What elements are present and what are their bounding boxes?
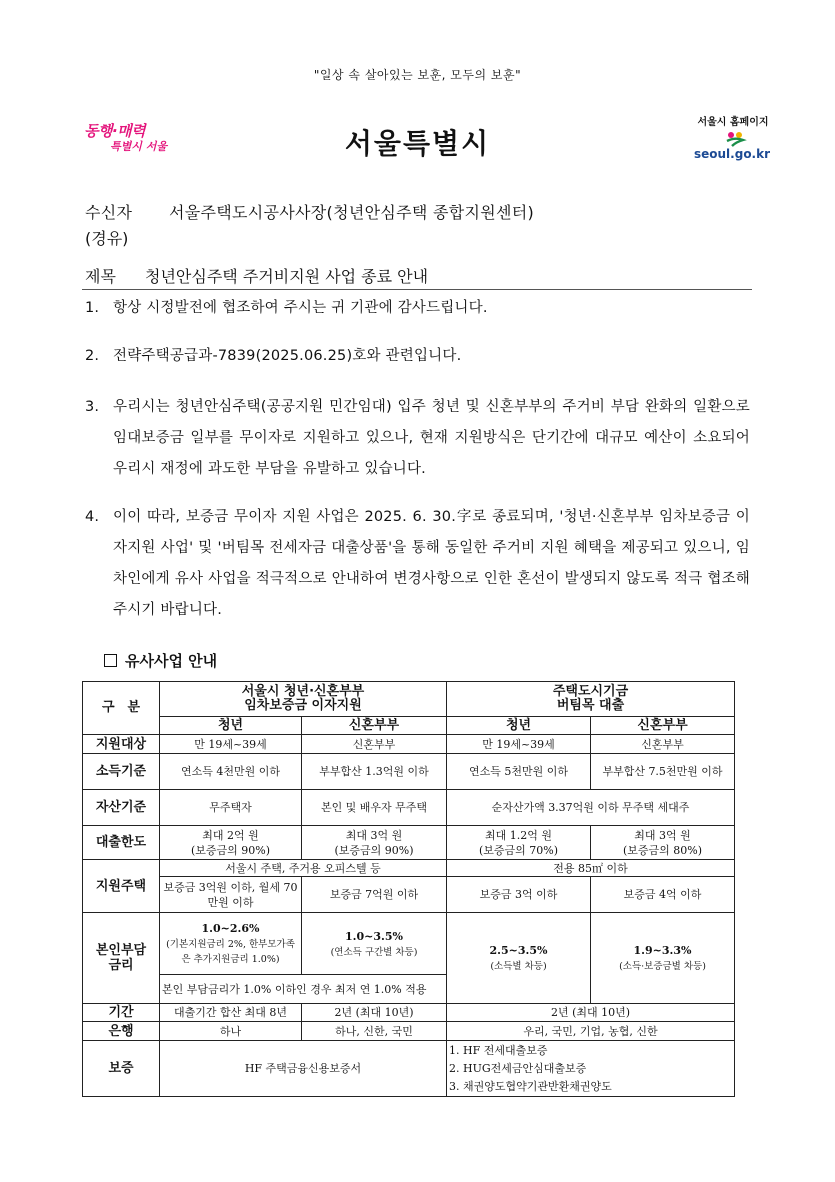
table-cell: 연소득 4천만원 이하 [160, 754, 302, 790]
table-cell: 하나 [160, 1022, 302, 1041]
table-cell: 하나, 신한, 국민 [302, 1022, 447, 1041]
table-cell: 본인 부담금리가 1.0% 이하인 경우 최저 연 1.0% 적용 [160, 975, 447, 1004]
subheader-hug-youth: 청년 [447, 717, 591, 735]
table-cell [591, 826, 735, 860]
table-cell: 부부합산 7.5천만원 이하 [591, 754, 735, 790]
motto: "일상 속 살아있는 보훈, 모두의 보훈" [313, 68, 522, 82]
similar-programs-table [82, 681, 735, 1097]
table-cell [160, 826, 302, 860]
rate-range: 1.0~2.6% [201, 922, 260, 935]
subject-value: 청년안심주택 주거비지원 사업 종료 안내 [145, 267, 429, 286]
paragraph-text: 항상 시정발전에 협조하여 주시는 귀 기관에 감사드립니다. [113, 300, 488, 316]
row-label [83, 913, 160, 1004]
rate-note: (기본지원금리 2%, 한부모가족은 추가지원금리 1.0%) [166, 939, 295, 965]
seoul-emblem-icon [723, 131, 747, 147]
subject-divider [82, 289, 752, 290]
table-cell [302, 913, 447, 975]
cell-line: (보증금의 70%) [478, 843, 559, 857]
header-hug-program [447, 682, 735, 717]
row-label: 지원대상 [83, 735, 160, 754]
cell-line: 최대 3억 원 [634, 828, 691, 842]
subject-line [85, 264, 428, 287]
row-label-line: 금리 [108, 958, 134, 973]
paragraph-text: 이이 따라, 보증금 무이자 지원 사업은 2025. 6. 30.字로 종료되며, '청년·신혼부부 임차보증금 이자지원 사업' 및 '버팀목 전세자금 대출상품'을 통해 동일한 주거비 지원 혜택을 제공되고 있으니, 임차인에게 유사 사업을 적극적으로 안내하여 변경사항으로 인한 혼선이 발생되지 않도록 적극 협조해 주시기 바랍니다. [113, 509, 750, 618]
table-cell: 부부합산 1.3억원 이하 [302, 754, 447, 790]
rate-range: 1.0~3.5% [345, 929, 403, 943]
table-cell: 2년 (최대 10년) [447, 1004, 735, 1022]
row-label: 자산기준 [83, 790, 160, 826]
table-cell: 보증금 3억 이하 [447, 877, 591, 913]
logo-slogan-line2: 특별시 서울 [110, 140, 167, 153]
cell-line: (보증금의 90%) [190, 843, 271, 857]
table-cell [447, 913, 591, 1004]
square-bullet-icon [104, 654, 117, 667]
rate-range: 1.9~3.3% [633, 944, 692, 957]
table-cell [302, 826, 447, 860]
table-header-row [83, 682, 735, 717]
row-label: 기간 [83, 1004, 160, 1022]
cell-line: 3. 채권양도협약기관반환채권양도 [449, 1079, 612, 1093]
cell-line: 최대 2억 원 [202, 828, 259, 842]
table-row-limit [83, 826, 735, 860]
paragraph-1 [85, 293, 750, 324]
table-cell: 우리, 국민, 기업, 농협, 신한 [447, 1022, 735, 1041]
row-label: 대출한도 [83, 826, 160, 860]
paragraph-number: 4. [85, 509, 100, 525]
table-row-asset [83, 790, 735, 826]
org-title: 서울특별시 [344, 127, 491, 160]
table-row-house-top [83, 860, 735, 877]
rate-range: 2.5~3.5% [489, 944, 548, 957]
cell-line: 최대 1.2억 원 [485, 828, 552, 842]
paragraph-number: 2. [85, 348, 100, 364]
subheader-hug-newlywed: 신혼부부 [591, 717, 735, 735]
row-label-line: 본인부담 [95, 943, 147, 958]
section-title-text: 유사사업 안내 [125, 652, 218, 670]
table-cell: 서울시 주택, 주거용 오피스텔 등 [160, 860, 447, 877]
table-row-income [83, 754, 735, 790]
header-seoul-program [160, 682, 447, 717]
table-cell [591, 913, 735, 1004]
row-label: 보증 [83, 1041, 160, 1097]
table-row-house-bottom [83, 877, 735, 913]
recipient-value: 서울주택도시공사사장(청년안심주택 종합지원센터) [169, 203, 535, 222]
paragraph-number: 3. [85, 399, 100, 415]
table-subheader-row [83, 717, 735, 735]
paragraph-4 [85, 502, 750, 626]
cell-line: 최대 3억 원 [345, 828, 403, 842]
table-cell: HF 주택금융신용보증서 [160, 1041, 447, 1097]
paragraph-3 [85, 392, 750, 485]
table-row-target [83, 735, 735, 754]
row-label: 지원주택 [83, 860, 160, 913]
table-cell: 순자산가액 3.37억원 이하 무주택 세대주 [447, 790, 735, 826]
table-cell: 보증금 3억원 이하, 월세 70만원 이하 [160, 877, 302, 913]
homepage-logo[interactable] [690, 113, 780, 173]
table-cell: 대출기간 합산 최대 8년 [160, 1004, 302, 1022]
table-row-guarantee [83, 1041, 735, 1097]
section-title [104, 650, 217, 671]
paragraph-2 [85, 341, 750, 372]
table-cell: 신혼부부 [591, 735, 735, 754]
recipient-label: 수신자 [85, 203, 133, 222]
cell-line: 1. HF 전세대출보증 [449, 1043, 548, 1057]
subject-label: 제목 [85, 267, 116, 286]
table-cell: 무주택자 [160, 790, 302, 826]
rate-note: (소득·보증금별 차등) [619, 961, 706, 972]
row-label: 소득기준 [83, 754, 160, 790]
cell-line: (보증금의 80%) [622, 843, 703, 857]
header-gubun: 구 분 [83, 682, 160, 735]
table-row-bank [83, 1022, 735, 1041]
table-cell: 2년 (최대 10년) [302, 1004, 447, 1022]
header-hug-line1: 주택도시기금 [552, 684, 629, 699]
paragraph-number: 1. [85, 300, 100, 316]
table-cell: 전용 85㎡ 이하 [447, 860, 735, 877]
rate-note: (소득별 차등) [490, 961, 547, 972]
paragraph-text: 전략주택공급과-7839(2025.06.25)호와 관련입니다. [113, 348, 462, 364]
paragraph-text: 우리시는 청년안심주택(공공지원 민간임대) 입주 청년 및 신혼부부의 주거비 부담 완화의 일환으로 임대보증금 일부를 무이자로 지원하고 있으나, 현재 지원방식은 단기간에 대규모 예산이 소요되어 우리시 재정에 과도한 부담을 유발하고 있습니다. [113, 399, 750, 477]
header-seoul-line1: 서울시 청년·신혼부부 [241, 684, 365, 699]
table-cell: 신혼부부 [302, 735, 447, 754]
table-cell [160, 913, 302, 975]
recipient-line [85, 200, 534, 223]
table-row-period [83, 1004, 735, 1022]
header-seoul-line2: 임차보증금 이자지원 [244, 698, 362, 713]
table-cell: 보증금 4억 이하 [591, 877, 735, 913]
via-line: (경유) [85, 229, 129, 248]
table-cell: 보증금 7억원 이하 [302, 877, 447, 913]
cell-line: 2. HUG전세금안심대출보증 [449, 1061, 587, 1075]
table-cell: 본인 및 배우자 무주택 [302, 790, 447, 826]
subheader-seoul-youth: 청년 [160, 717, 302, 735]
homepage-url: seoul.go.kr [693, 147, 771, 161]
header-hug-line2: 버팀목 대출 [556, 698, 625, 713]
table-cell: 연소득 5천만원 이하 [447, 754, 591, 790]
homepage-caption: 서울시 홈페이지 [697, 117, 769, 128]
table-cell [447, 826, 591, 860]
cell-line: (보증금의 90%) [334, 843, 414, 857]
table-row-rate-top [83, 913, 735, 975]
rate-note: (연소득 구간별 차등) [330, 946, 418, 958]
row-label: 은행 [83, 1022, 160, 1041]
table-cell: 만 19세~39세 [160, 735, 302, 754]
table-cell: 만 19세~39세 [447, 735, 591, 754]
table-cell [447, 1041, 735, 1097]
subheader-seoul-newlywed: 신혼부부 [302, 717, 447, 735]
logo-slogan-line1: 동행·매력 [84, 122, 146, 140]
